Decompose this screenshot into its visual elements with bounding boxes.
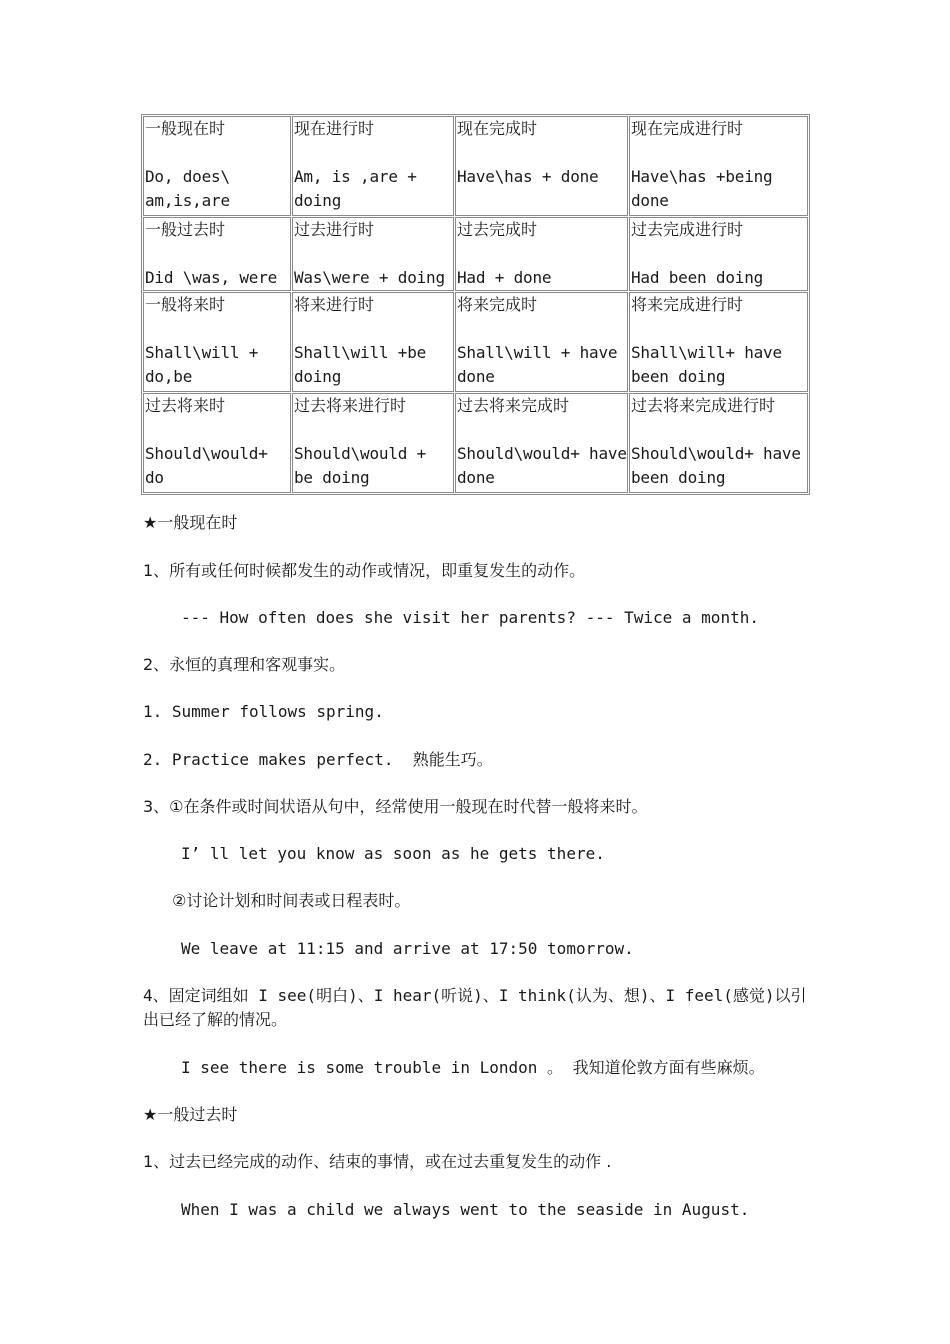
example-sentence: I’ ll let you know as soon as he gets there. — [181, 844, 605, 863]
table-row — [143, 393, 808, 493]
table-cell — [629, 116, 808, 216]
tense-name: 过去将来进行时 — [294, 396, 407, 415]
table-row — [143, 116, 808, 216]
table-cell — [629, 217, 808, 291]
table-cell — [143, 217, 291, 291]
table-cell — [292, 217, 454, 291]
tense-form: Have\has +being done — [631, 167, 773, 210]
tense-form: Did \was, were — [145, 268, 278, 287]
tense-form: Have\has + done — [457, 167, 599, 186]
table-cell — [455, 116, 628, 216]
table-cell — [143, 292, 291, 392]
tense-form: Should\would+ do — [145, 444, 268, 487]
tense-form: Do, does\ am,is,are — [145, 167, 230, 210]
tense-name: 现在进行时 — [294, 119, 375, 138]
table-cell — [629, 393, 808, 493]
example-sentence: 1. Summer follows spring. — [143, 702, 384, 721]
table-cell — [455, 217, 628, 291]
tense-table — [141, 114, 810, 495]
tense-name: 现在完成时 — [457, 119, 538, 138]
example-sentence: We leave at 11:15 and arrive at 17:50 tomorrow. — [181, 939, 634, 958]
tense-name: 将来进行时 — [294, 295, 375, 314]
tense-name: 一般过去时 — [145, 220, 226, 239]
tense-form: Had been doing — [631, 268, 764, 287]
tense-name: 过去将来完成进行时 — [631, 396, 776, 415]
table-cell — [292, 116, 454, 216]
tense-form: Had + done — [457, 268, 552, 287]
table-cell — [455, 393, 628, 493]
tense-form: Shall\will+ have been doing — [631, 343, 782, 386]
example-sentence: 2. Practice makes perfect. 熟能生巧。 — [143, 750, 493, 769]
table-cell — [143, 116, 291, 216]
tense-name: 过去完成进行时 — [631, 220, 744, 239]
paragraph: 3、①在条件或时间状语从句中，经常使用一般现在时代替一般将来时。 — [143, 797, 648, 816]
tense-form: Should\would+ have been doing — [631, 444, 801, 487]
paragraph: 2、永恒的真理和客观事实。 — [143, 655, 346, 674]
paragraph: ②讨论计划和时间表或日程表时。 — [172, 891, 411, 910]
paragraph: 4、固定词组如 I see(明白)、I hear(听说)、I think(认为、想)、I feel(感觉)以引出已经了解的情况。 — [143, 986, 807, 1029]
section-heading-present: ★一般现在时 — [143, 513, 238, 532]
paragraph: 1、过去已经完成的动作、结束的事情，或在过去重复发生的动作 . — [143, 1152, 612, 1171]
tense-name: 现在完成进行时 — [631, 119, 744, 138]
tense-form: Should\would + be doing — [294, 444, 427, 487]
example-sentence: I see there is some trouble in London 。 我知道伦敦方面有些麻烦。 — [181, 1058, 765, 1077]
tense-form: Should\would+ have done — [457, 444, 627, 487]
table-row — [143, 217, 808, 291]
tense-name: 过去将来时 — [145, 396, 226, 415]
table-row — [143, 292, 808, 392]
tense-form: Was\were + doing — [294, 268, 445, 287]
tense-name: 一般将来时 — [145, 295, 226, 314]
paragraph: 1、所有或任何时候都发生的动作或情况，即重复发生的动作。 — [143, 561, 586, 580]
example-sentence: --- How often does she visit her parents? --- Twice a month. — [181, 608, 759, 627]
tense-name: 过去进行时 — [294, 220, 375, 239]
tense-name: 将来完成进行时 — [631, 295, 744, 314]
section-heading-past: ★一般过去时 — [143, 1105, 238, 1124]
tense-name: 一般现在时 — [145, 119, 226, 138]
table-cell — [292, 292, 454, 392]
tense-form: Shall\will +be doing — [294, 343, 427, 386]
table-cell — [455, 292, 628, 392]
tense-name: 将来完成时 — [457, 295, 538, 314]
tense-name: 过去完成时 — [457, 220, 538, 239]
example-sentence: When I was a child we always went to the seaside in August. — [181, 1200, 750, 1219]
tense-form: Shall\will + have done — [457, 343, 618, 386]
tense-form: Shall\will + do,be — [145, 343, 259, 386]
table-cell — [629, 292, 808, 392]
tense-table-body — [143, 116, 808, 493]
table-cell — [143, 393, 291, 493]
tense-form: Am, is ,are + doing — [294, 167, 417, 210]
table-cell — [292, 393, 454, 493]
tense-name: 过去将来完成时 — [457, 396, 570, 415]
